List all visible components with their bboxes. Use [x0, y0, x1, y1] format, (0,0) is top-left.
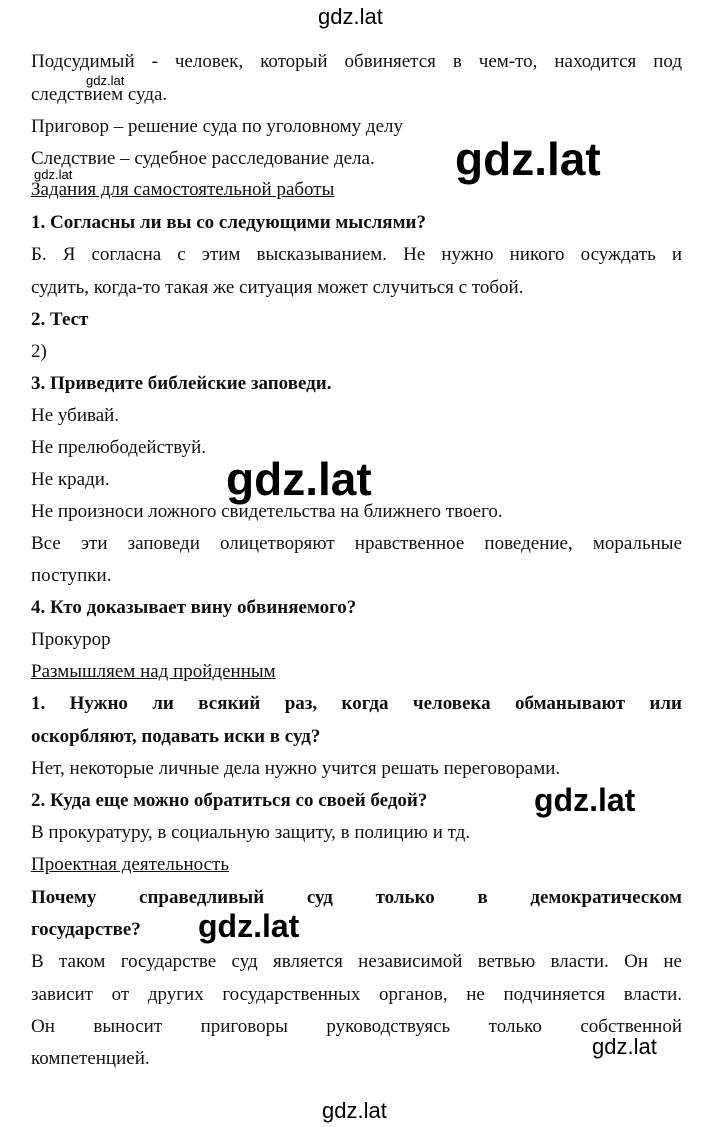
project-answer-line-3: Он выносит приговоры руководствуясь только собственной	[31, 1016, 682, 1037]
question-4: 4. Кто доказывает вину обвиняемого?	[31, 597, 357, 618]
commandment-3: Не кради.	[31, 469, 110, 490]
watermark-bottom: gdz.lat	[322, 1098, 387, 1123]
reflection-question-1: 1. Нужно ли всякий раз, когда человека обманывают или	[31, 693, 682, 714]
watermark-large-1: gdz.lat	[455, 133, 601, 185]
answer-3-summary-cont: поступки.	[31, 565, 112, 586]
project-answer-line-2: зависит от других государственных органов, не подчиняется власти.	[31, 984, 682, 1005]
commandment-4: Не произноси ложного свидетельства на ближнего твоего.	[31, 501, 503, 522]
watermark-right: gdz.lat	[592, 1034, 657, 1059]
definition-verdict: Приговор – решение суда по уголовному делу	[31, 116, 404, 137]
answer-4: Прокурор	[31, 629, 111, 650]
reflection-answer-1: Нет, некоторые личные дела нужно учится решать переговорами.	[31, 758, 561, 779]
reflection-question-2: 2. Куда еще можно обратиться со своей бедой?	[31, 790, 428, 811]
section-heading-project: Проектная деятельность	[31, 854, 230, 875]
watermark-top: gdz.lat	[318, 4, 383, 29]
definition-defendant: Подсудимый - человек, который обвиняется в чем-то, находится под	[31, 51, 682, 72]
project-answer-line-4: компетенцией.	[31, 1048, 150, 1069]
watermark-large-3: gdz.lat	[534, 782, 636, 818]
answer-2: 2)	[31, 341, 47, 362]
definition-investigation: Следствие – судебное расследование дела.	[31, 148, 375, 169]
definition-defendant-cont: следствием суда.	[31, 84, 168, 105]
answer-3-summary: Все эти заповеди олицетворяют нравственное поведение, моральные	[31, 533, 682, 554]
question-1: 1. Согласны ли вы со следующими мыслями?	[31, 212, 426, 233]
project-question: Почему справедливый суд только в демократическом	[31, 887, 682, 908]
commandment-1: Не убивай.	[31, 405, 120, 426]
watermark-large-2: gdz.lat	[226, 453, 372, 505]
watermark-large-4: gdz.lat	[198, 908, 300, 944]
commandment-2: Не прелюбодействуй.	[31, 437, 207, 458]
section-heading-reflection: Размышляем над пройденным	[31, 661, 276, 682]
watermark-small-2: gdz.lat	[34, 167, 73, 182]
question-2: 2. Тест	[31, 309, 89, 330]
watermark-small-1: gdz.lat	[86, 73, 125, 88]
reflection-question-1-cont: оскорбляют, подавать иски в суд?	[31, 726, 321, 747]
project-answer-line-1: В таком государстве суд является независимой ветвью власти. Он не	[31, 951, 682, 972]
reflection-answer-2: В прокуратуру, в социальную защиту, в полицию и тд.	[31, 822, 471, 843]
answer-1-line-2: судить, когда-то такая же ситуация может случиться с тобой.	[31, 277, 524, 298]
question-3: 3. Приведите библейские заповеди.	[31, 373, 332, 394]
answer-1-line-1: Б. Я согласна с этим высказыванием. Не нужно никого осуждать и	[31, 244, 682, 265]
project-question-cont: государстве?	[31, 919, 141, 940]
section-heading-independent-work: Задания для самостоятельной работы	[31, 179, 335, 200]
